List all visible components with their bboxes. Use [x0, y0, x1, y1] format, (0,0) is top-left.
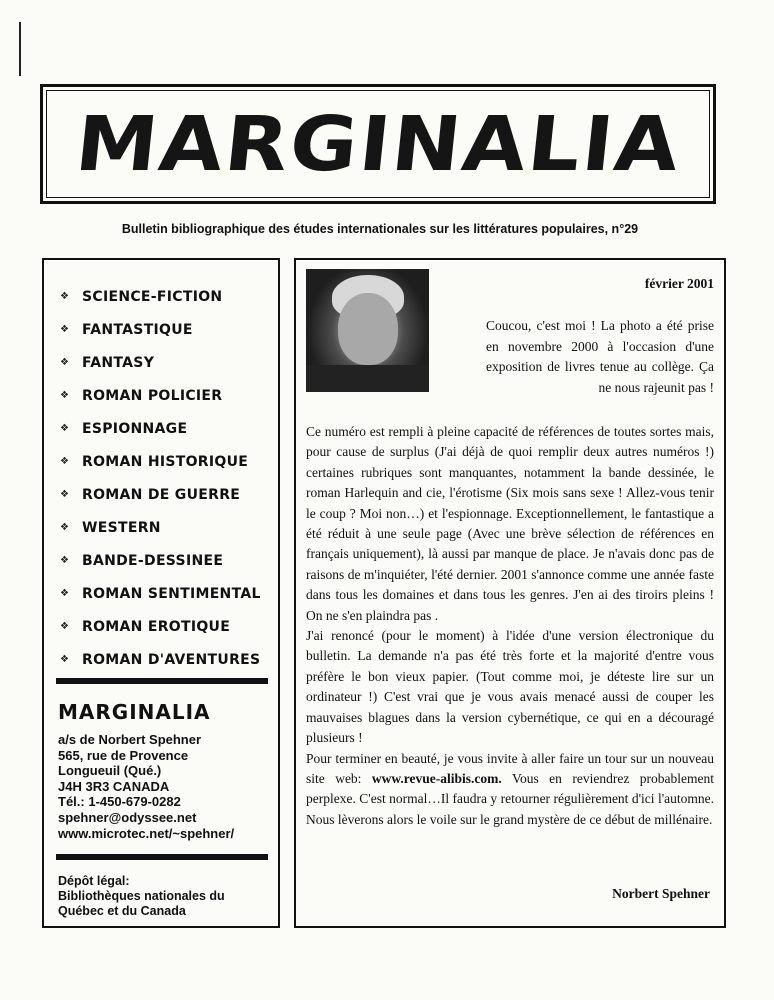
website-link[interactable]: www.revue-alibis.com.: [371, 770, 502, 786]
diamond-bullet-icon: ❖: [60, 654, 70, 665]
diamond-bullet-icon: ❖: [60, 357, 70, 368]
diamond-bullet-icon: ❖: [60, 489, 70, 500]
contact-line: a/s de Norbert Spehner: [58, 732, 202, 747]
issue-date: février 2001: [644, 276, 714, 291]
editorial-body: [306, 422, 714, 830]
contact-line: J4H 3R3 CANADA: [58, 778, 170, 794]
masthead-title: MARGINALIA: [71, 100, 685, 188]
genre-item: [60, 346, 278, 379]
genre-item: [60, 445, 278, 478]
legal-deposit-line: Québec et du Canada: [58, 904, 186, 918]
contact-website: www.microtec.net/~spehner/: [58, 825, 235, 841]
genre-label: FANTASTIQUE: [82, 321, 193, 338]
author-photo: [306, 269, 429, 392]
masthead-subtitle: Bulletin bibliographique des études internationales sur les littératures populaires, n°29: [121, 222, 639, 236]
diamond-bullet-icon: ❖: [60, 291, 70, 302]
contact-phone: Tél.: 1-450-679-0282: [58, 794, 181, 810]
legal-deposit-label: Dépôt légal:: [58, 874, 130, 888]
genre-item: [60, 511, 278, 544]
genre-label: ROMAN HISTORIQUE: [82, 453, 249, 470]
genre-item: [60, 478, 278, 511]
genre-item: [60, 280, 278, 313]
signature: Norbert Spehner: [612, 886, 710, 901]
editorial-column: [294, 258, 726, 928]
diamond-bullet-icon: ❖: [60, 324, 70, 335]
divider-bar: [56, 678, 268, 684]
contact-title: MARGINALIA: [58, 700, 211, 724]
genre-item: [60, 643, 278, 676]
genre-list: [44, 260, 278, 676]
genre-label: ROMAN D'AVENTURES: [82, 651, 261, 668]
diamond-bullet-icon: ❖: [60, 555, 70, 566]
sidebar: [42, 258, 280, 928]
diamond-bullet-icon: ❖: [60, 390, 70, 401]
genre-label: ROMAN POLICIER: [82, 387, 223, 404]
editorial-paragraph: J'ai renoncé (pour le moment) à l'idée d'une version électronique du bulletin. La demande n'a pas été très forte et la majorité d'entre vous préfère le bon vieux papier. (Tout comme moi, je déteste lire sur un ordinateur !) C'est vrai que je vous avais menacé aussi de couper les mauvaises blagues dans la version cybernétique, ce qui en a découragé plusieurs !: [306, 628, 714, 746]
paragraph-text: Vous en reviendrez probablement perplexe. C'est normal…Il faudra y retourner régulièrement d'ici l'automne. Nous lèverons alors le voile sur le grand mystère de ce début de millénaire.: [306, 770, 714, 827]
legal-deposit-line: Bibliothèques nationales du: [58, 889, 225, 903]
photo-caption: Coucou, c'est moi ! La photo a été prise en novembre 2000 à l'occasion d'une exposition de livres tenue au collège. Ça ne nous rajeunit pas !: [486, 318, 714, 395]
legal-deposit: [58, 874, 225, 919]
genre-label: ESPIONNAGE: [82, 420, 188, 437]
genre-label: SCIENCE-FICTION: [82, 288, 223, 305]
genre-label: BANDE-DESSINEE: [82, 552, 224, 569]
diamond-bullet-icon: ❖: [60, 588, 70, 599]
divider-bar: [56, 854, 268, 860]
genre-item: [60, 412, 278, 445]
diamond-bullet-icon: ❖: [60, 522, 70, 533]
genre-item: [60, 577, 278, 610]
diamond-bullet-icon: ❖: [60, 621, 70, 632]
genre-item: [60, 610, 278, 643]
page-edge-mark: [19, 22, 21, 76]
genre-label: ROMAN EROTIQUE: [82, 618, 231, 635]
genre-item: [60, 313, 278, 346]
diamond-bullet-icon: ❖: [60, 423, 70, 434]
editorial-paragraph: Ce numéro est rempli à pleine capacité de références de toutes sortes mais, pour cause de surplus (J'ai déjà de quoi remplir deux autres numéros !) certaines rubriques sont manquantes, notamment la bande dessinée, le roman Harlequin and cie, l'érotisme (Six mois sans sexe ! Allez-vous tenir le coup ? Moi non…) et l'espionnage. Exceptionnellement, le fantastique a été réduit à une seule page (Avec une brève sélection de références en français uniquement), là aussi par manque de place. Je n'avais donc pas de raisons de m'inquiéter, l'été dernier. 2001 s'annonce comme une année faste dans tous les domaines et dans tous les genres. J'en ai des tiroirs pleins ! On ne s'en plaindra pas .: [306, 424, 714, 623]
genre-label: FANTASY: [82, 354, 155, 371]
contact-address: [58, 732, 234, 841]
contact-email: spehner@odyssee.net: [58, 809, 197, 825]
contact-line: 565, rue de Provence: [58, 747, 189, 763]
paragraph-text: Pour terminer en beauté, je vous invite à aller faire un tour sur un nouveau site web:: [306, 750, 714, 786]
genre-label: ROMAN DE GUERRE: [82, 486, 241, 503]
editorial-paragraph: [306, 749, 714, 831]
genre-item: [60, 379, 278, 412]
contact-line: Longueuil (Qué.): [58, 763, 162, 779]
diamond-bullet-icon: ❖: [60, 456, 70, 467]
genre-item: [60, 544, 278, 577]
masthead: [40, 84, 716, 204]
genre-label: WESTERN: [82, 519, 161, 536]
genre-label: ROMAN SENTIMENTAL: [82, 585, 261, 602]
